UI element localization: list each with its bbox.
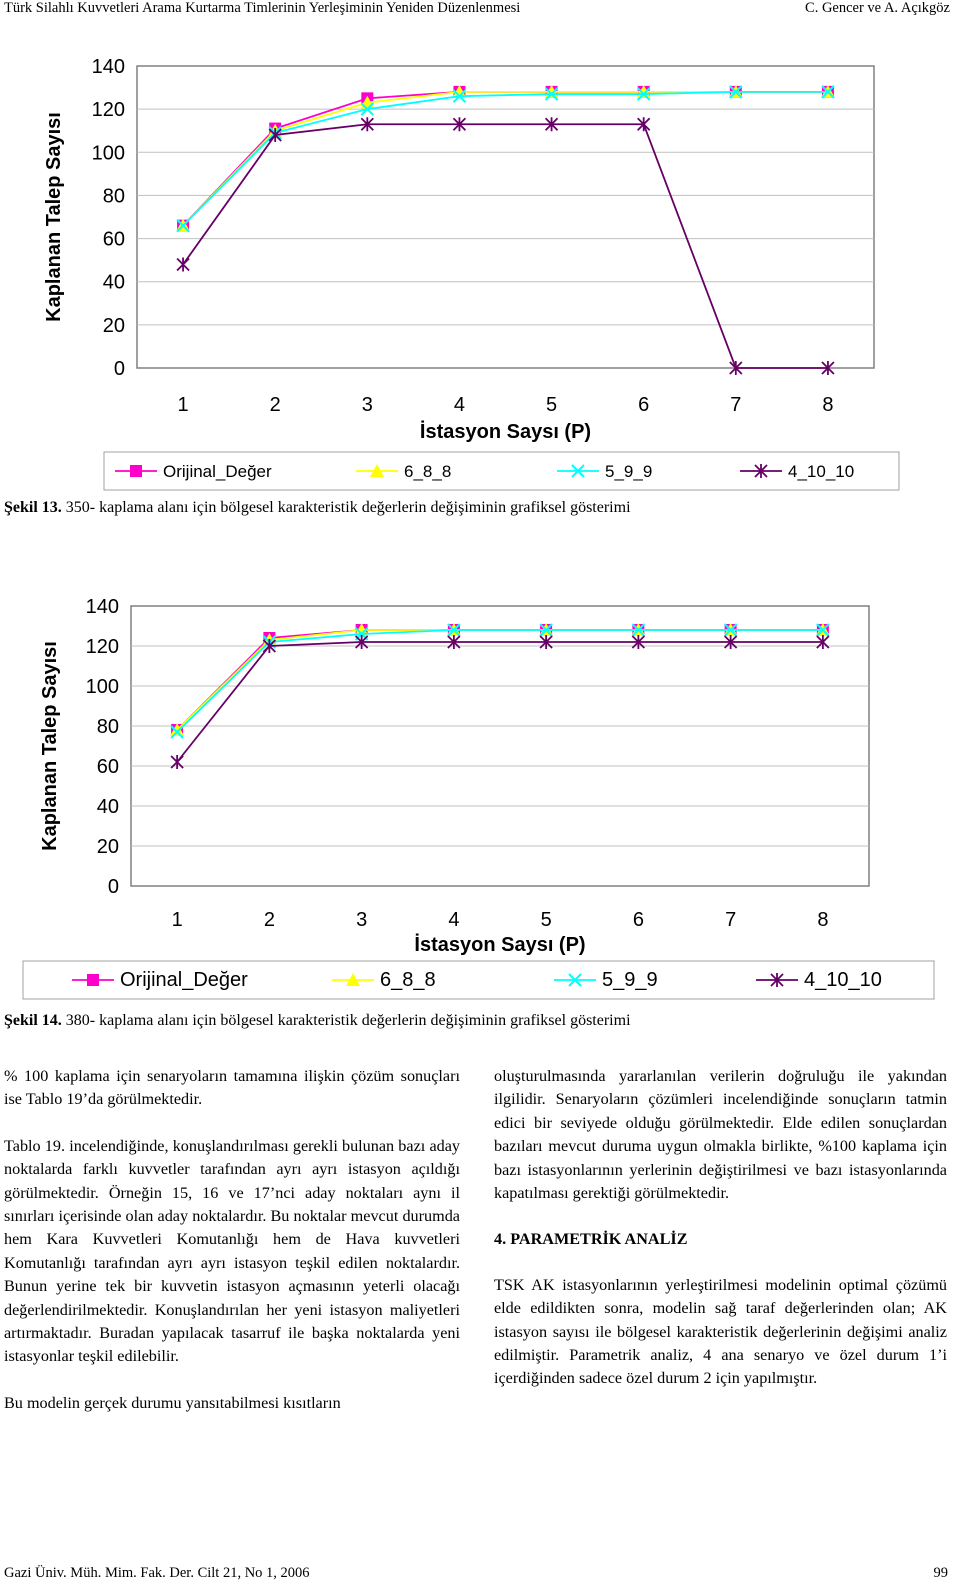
- figure-14-chart: [0, 560, 960, 1005]
- x-tick-label: 6: [632, 909, 644, 931]
- legend-label: 4_10_10: [804, 969, 882, 991]
- x-tick-label: 3: [356, 909, 368, 931]
- figure-14-caption: [4, 1012, 954, 1030]
- y-tick-label: 80: [102, 185, 125, 208]
- x-tick-label: 4: [453, 394, 465, 416]
- figure-14-text: 380- kaplama alanı için bölgesel karakteristik değerlerin değişiminin grafiksel gösterimi: [61, 1012, 631, 1029]
- x-tick-label: 1: [177, 394, 189, 416]
- y-tick-label: 80: [96, 716, 119, 738]
- y-tick-label: 100: [85, 676, 119, 698]
- footer-journal: Gazi Üniv. Müh. Mim. Fak. Der. Cilt 21, No 1, 2006: [4, 1565, 310, 1581]
- y-tick-label: 60: [102, 228, 125, 251]
- figure-13-chart: [0, 40, 960, 495]
- x-tick-label: 7: [730, 394, 742, 416]
- y-tick-label: 140: [91, 56, 125, 78]
- y-tick-label: 60: [96, 756, 119, 778]
- y-tick-label: 0: [113, 358, 125, 380]
- left-paragraph-3: Bu modelin gerçek durumu yansıtabilmesi kısıtların: [4, 1393, 341, 1412]
- y-tick-label: 120: [91, 99, 125, 122]
- left-paragraph-1: % 100 kaplama için senaryoların tamamına ilişkin çözüm sonuçları ise Tablo 19’da görülmektedir.: [4, 1067, 460, 1109]
- legend-marker: [87, 974, 99, 986]
- x-tick-label: 3: [361, 394, 373, 416]
- figure-13-text: 350- kaplama alanı için bölgesel karakteristik değerlerin değişiminin grafiksel gösterimi: [61, 499, 631, 516]
- x-axis-title: İstasyon Saysı (P): [414, 934, 586, 956]
- y-tick-label: 120: [85, 636, 119, 658]
- left-paragraph-2: Tablo 19. incelendiğinde, konuşlandırılması gerekli bulunan bazı aday noktalarda farklı kuvvetler tarafından ayrı ayrı istasyon açıldığı görülmektedir. Örneğin 15, 16 ve 17’nci aday noktaları aynı il sınırları içerisinde olan aday noktalardır. Bu noktalar mevcut durumda hem Kara Kuvvetleri Komutanlığı hem de Hava kuvvetleri Komutanlığı tarafından ayrı ayrı istasyon teşkil edilen noktalardır. Bunun yerine tek bir kuvvetin istasyon açmasının yeterli olacağı değerlendirilmektedir. Konuşlandırılan her yeni istasyon maliyetleri artırmaktadır. Buradan yapılacak tasarruf ile başka noktalarda yeni istasyonlar teşkil edilebilir.: [4, 1136, 460, 1366]
- running-header-authors: C. Gencer ve A. Açıkgöz: [805, 0, 950, 16]
- x-tick-label: 8: [822, 394, 834, 416]
- x-tick-label: 2: [269, 394, 281, 416]
- plot-area: [137, 66, 874, 368]
- legend-label: 5_9_9: [602, 969, 658, 991]
- x-axis-title: İstasyon Saysı (P): [419, 421, 592, 443]
- right-paragraph-2: TSK AK istasyonlarının yerleştirilmesi modelinin optimal çözümü elde edildikten sonra, modelin sağ taraf değerlerinden olan; AK istasyon sayısı ile bölgesel karakteristik değerlerinin değişimi analiz edilmiştir. Parametrik analiz, 4 ana senaryo ve özel durum 1’i içerdiğinden sadece özel durum 2 için yapılmıştır.: [494, 1275, 947, 1388]
- x-tick-label: 4: [448, 909, 460, 931]
- left-column: [4, 1065, 460, 1438]
- x-tick-label: 6: [638, 394, 650, 416]
- y-axis-title: Kaplanan Talep Sayısı: [39, 641, 61, 851]
- x-tick-label: 2: [263, 909, 275, 931]
- y-tick-label: 140: [85, 596, 119, 618]
- y-tick-label: 0: [107, 876, 119, 898]
- y-tick-label: 100: [91, 142, 125, 165]
- x-tick-label: 5: [546, 394, 558, 416]
- x-tick-label: 5: [540, 909, 552, 931]
- y-tick-label: 40: [96, 796, 119, 818]
- y-tick-label: 20: [96, 836, 119, 858]
- legend-label: Orijinal_Değer: [163, 462, 272, 481]
- legend-marker: [130, 465, 142, 477]
- legend-label: 5_9_9: [605, 462, 653, 481]
- right-column: [494, 1065, 947, 1414]
- footer-page-number: 99: [933, 1565, 948, 1581]
- legend-label: Orijinal_Değer: [120, 969, 248, 991]
- y-tick-label: 20: [102, 314, 125, 337]
- figure-13-label: Şekil 13.: [4, 499, 62, 516]
- x-tick-label: 7: [725, 909, 737, 931]
- running-header-title: Türk Silahlı Kuvvetleri Arama Kurtarma Timlerinin Yerleşiminin Yeniden Düzenlenmesi: [4, 0, 521, 16]
- plot-area: [131, 606, 869, 886]
- y-axis-title: Kaplanan Talep Sayısı: [43, 112, 65, 322]
- right-paragraph-1: oluşturulmasında yararlanılan verilerin doğruluğu ile yakından ilgilidir. Senaryoların çözümleri incelendiğinde sonuçların tatmin edici bir seviyede olduğu görülmektedir. Elde edilen sonuçlardan bazıları mevcut duruma uygun olmakla birlikte, %100 kaplama için bazı istasyonlarının yerlerinin değiştirilmesi ve bazı istasyonlarında kapatılması gerektiği görülmektedir.: [494, 1067, 947, 1203]
- legend-label: 6_8_8: [404, 462, 452, 481]
- section-heading: 4. PARAMETRİK ANALİZ: [494, 1230, 688, 1249]
- figure-14-label: Şekil 14.: [4, 1012, 62, 1029]
- figure-13-caption: [4, 499, 954, 517]
- x-tick-label: 1: [171, 909, 183, 931]
- y-tick-label: 40: [102, 271, 125, 294]
- x-tick-label: 8: [817, 909, 829, 931]
- legend-label: 4_10_10: [788, 462, 855, 481]
- legend-label: 6_8_8: [380, 969, 436, 991]
